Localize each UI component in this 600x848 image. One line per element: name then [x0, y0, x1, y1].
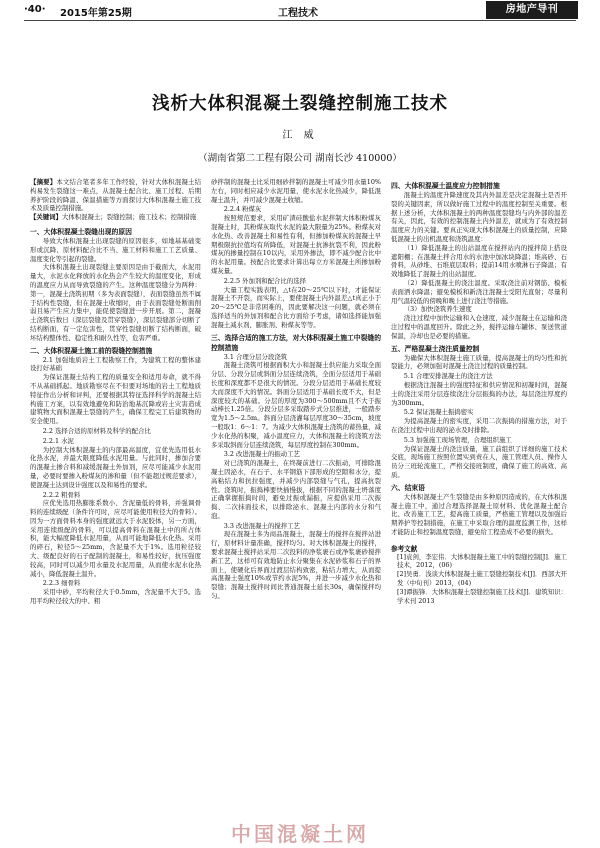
paragraph: 大体积混凝土产生裂缝是由多种原因造成的，在大体积混凝土施工中，通过合理选择混凝土原材料、优化混凝土配合比、改善施工工艺，提高施工质量，严格施工管理以及加强后期养护等控制措施，在施工中采取合理的温度监测工作，这样才能防止和控制温度裂缝，避免给工程造成不必要的损失。 [391, 492, 567, 536]
paragraph: 砂拌制的混凝土比采用细砂拌制的混凝土可减少用水量10%左右，同时相应减少水泥用量，使水泥水化热减少，降低混凝土温升，并可减少混凝土收缩。 [211, 178, 381, 204]
keywords [30, 213, 201, 222]
text-column-2 [211, 178, 381, 618]
paragraph: 大体积混凝土出现裂缝主要原因是由于截面大，水泥用量大，水泥水化释放的水化热会产生较大的温度变化，形成的温度应力从而导致裂缝的产生。这种温度裂缝分为两种：第一，混凝土浇筑初期（多为表面裂缝），表面裂缝虽然不属于结构性裂缝，但在混凝土收缩时，由于表面裂缝处断面削弱且易产生应力集中，能促使裂缝进一步开展。第二，混凝土浇筑后数日（深层裂缝及贯穿裂缝），深层裂缝部分切断了结构断面，有一定危害性，贯穿性裂缝切断了结构断面，破坏结构整体性、稳定性和耐久性等，危害严重。 [30, 263, 201, 342]
subsection-heading: 2.2.3 细骨料 [42, 579, 81, 588]
abstract-text: 本文结合笔者多年工作经验，针对大体积混凝土结构易发生裂缝这一难点，从混凝土配合比、施工过程、后期养护阶段的降温、保温措施等方面探讨大体积混凝土施工技术及质量控制措施。 [30, 178, 201, 213]
page-header [0, 0, 600, 22]
header-rule [24, 20, 576, 21]
paragraph: 为提高混凝土的密实度，采用二次振捣的措施方法，对于在浇注过程中出现的泌水及时排除。 [391, 417, 567, 434]
paragraph: 应优先选用热膨胀系数小、含泥量低的骨料，并强调骨料的连续级配（条件许可时，应尽可能使用粒径大的骨料）。因为一方面骨料本身的强度就远大于水泥胶体，另一方面，采用连续级配的骨料，可以提高骨料在混凝土中的所占体积，能大幅度降低水泥用量，从而可能地降低水化热。采用的碎石，粒径5～25mm，含泥量不大于1%。选用粒径较大、级配良好的石子配制的混凝土，和易性较好，抗压强度较高，同时可以减少用水量及水泥用量，从而使水泥水化热减小，降低混凝土温升。 [30, 499, 201, 578]
references-heading: 参考文献 [391, 544, 418, 553]
paragraph: 按照规范要求，采用矿渣硅酸盐水泥拌制大体积粉煤灰混凝土时，其粉煤灰取代水泥的最大限量为25%。粉煤灰对水化热、改善混凝土和易性有利，但掺加粉煤灰的混凝土早期极限抗拉值均有所降低，对混凝土抗渗抗裂不利，因此粉煤灰的掺量控制在10以内，采用外掺法，即不减少配合比中的水泥用量。按配合比要求计算出每立方米混凝土所掺加粉煤灰量。 [211, 214, 381, 275]
text-column-3 [391, 178, 567, 808]
subsection-heading: 3.3 改进混凝土的搅拌工艺 [223, 521, 300, 530]
page-number: ·40· [24, 4, 46, 15]
subsection-heading: 2.2.4 粉煤灰 [223, 205, 262, 214]
reference-item: [2]吴勇．浅谈大体积混凝土施工裂缝控制技术[J]．西部大开发（中旬刊）2013，(04) [397, 570, 567, 588]
subsection-heading: 3.1 合理分层分段浇筑 [223, 352, 288, 361]
subsection-heading: 5.2 保证混凝土振捣密实 [403, 408, 474, 417]
section-heading: 五、严格混凝土浇注质量控制 [391, 344, 480, 353]
article-author: 江 威 [282, 130, 318, 141]
journal-logo: 房地产导刊 [486, 1, 578, 19]
paragraph: （1）降低混凝土的出站温度在搅拌站内的搅拌筒上搭设遮阳棚；在混凝土拌合用水的水池中加冰块降温；堆高砂、石骨料，从砂堆、石堆底层取料；提前14用水喷淋石子降温；有效地降低了混凝土的出站温度。 [391, 243, 567, 279]
section-heading: 三、选择合适的施工方法，对大体积混凝土施工中裂缝的控制措施 [211, 333, 381, 352]
subsection-heading: 5.3 加强施工现场管理，合理组织施工 [403, 435, 512, 444]
subsection-heading: 2.2.5 外加剂和配合比的选择 [223, 276, 306, 285]
paragraph: 混凝土的温度升降速度及其内外温差是决定混凝土是否开裂的关键因素，所以做好施工过程中的温度控制至关重要。根据上述分析，大体积混凝土的两种温度裂缝均与内外部的温差有关，因此，有效的控制混凝土内外温差，就成为了有效控制温度应力的关键。要真正实现大体积混凝土的质量控制，应降低混凝土的出机温度和浇筑温度： [391, 191, 567, 243]
keywords-text: 大体积混凝土；裂缝控制；施工技术；控制措施 [61, 213, 197, 222]
paragraph: 采用中砂，平均粒径大于0.5mm，含泥量不大于5。选用平均粒径较大的中、粗 [30, 588, 201, 606]
paragraph: 导致大体积混凝土出现裂缝的原因很多，如地基基础变形或沉降、原材料配合比不当、施工材料和施工工艺质量、温度变化等引起的裂缝。 [30, 236, 201, 263]
paragraph: （2）降低混凝土的浇注温度。采取浇注前对钢筋、模板表面洒水降温；避免模板和新浇注混凝土受阳光直射；尽量利用气温较低的傍晚和晚上进行浇注等措施。 [391, 278, 567, 305]
paragraph: 浇注过程中加快运输和入仓速度，减少混凝土在运输和浇注过程中的温度回升。除此之外，搅拌运输车罐体、泵送管道保温，冷却也是必要的措施。 [391, 314, 567, 340]
paragraph: 为确保大体积混凝土施工质量，提高混凝土的均匀性和抗裂能力，必须加强对混凝土浇注过程的质量控制。 [391, 353, 567, 371]
paragraph: 根据浇注混凝土的强度特征和供应情况和初凝时间，混凝土的浇注采用分层连续浇注分层振捣的办法，每层浇注厚度约为300mm。 [391, 380, 567, 407]
subsection-heading: 3.2 改进混凝土的振动工艺 [223, 450, 300, 459]
text-column-1 [30, 178, 201, 748]
section-heading: 四、大体积混凝土温度应力控制措施 [391, 182, 500, 190]
subsection-heading: 5.1 合理安排混凝土的浇注方法 [403, 372, 493, 381]
section-heading: 六、结束语 [391, 483, 425, 492]
article-affiliation: （湖南省第二工程有限公司 湖南长沙 410000） [198, 153, 402, 164]
abstract [30, 178, 201, 213]
abstract-label: 【摘要】 [30, 178, 57, 186]
watermark: 中国混凝土网 [231, 822, 369, 846]
paragraph: 为保证混凝土的浇注质量，施工前组织了详细的施工技术交底，现场施工按照位置实到责在人，施工管理人员、操作人员分三班轮流施工，严格交接班制度，确保了施工的高效、高质。 [391, 444, 567, 479]
issue-label: 2015年第25期 [60, 8, 132, 19]
reference-item: [1]袁剑，李宏伟．大体积混凝土施工中的裂缝控制[J]．施工技术，2012，(06) [397, 552, 567, 570]
article-title: 浅析大体积混凝土裂缝控制施工技术 [152, 94, 448, 114]
subsection-heading: 2.2.1 水泥 [42, 436, 74, 445]
section-heading: 二、大体积混凝土施工前的裂缝控制措施 [30, 346, 153, 355]
subsection-heading: 2.2.2 粗骨料 [42, 490, 81, 499]
keywords-label: 【关键词】 [30, 213, 62, 222]
subsection-heading: 2.2 选择合适的原材料及科学的配合比 [42, 426, 151, 435]
paragraph: 为控制大体积混凝土的内部最高温度，宜优先选用低水化热水泥，并最大限度降低水泥用量。与此同时，掺加合要的混凝土掺合料和减缓混凝土外加剂，应尽可能减少水泥用量，必要时要掺入粉煤灰的渗和量（但不能超过规范要求），使混凝土达到设计强度以及和易性的要求。 [30, 445, 201, 489]
paragraph: 现在混凝土多为商品混凝土，混凝土的搅拌在搅拌站进行，原材料计量准确，搅拌均匀。对大体积混凝土的搅拌，要求混凝土搅拌站采用二次投料的净浆裹石或净浆裹砂搅拌新工艺，这样可有效地防止水分聚集在水泥砂浆和石子的界面上，使硬化后界面过渡层结构致密，粘结力增大，从而提高混凝土强度10%或节约水泥5%，并进一步减少水化热和裂缝；混凝土搅拌时间比普通混凝土延长30s，确保搅拌均匀。 [211, 530, 381, 601]
paragraph: 大量工程实践表明，△t在20～25℃以下时，才能保证混凝土不开裂，而实际上，要使混凝土内外温差△t真正小于20～25℃是非常困难的，因此要解决这一问题，就必须在选择适当的外加剂和配合比方面给予考虑，诸如选择能加强混凝土减水剂、膨胀剂、粉煤灰等等。 [211, 285, 381, 329]
column-label: 工程技术 [278, 8, 318, 19]
reference-item: [3]谭振锋．大体积混凝土裂缝控制施工技术[J]．建筑知识：学术刊 2013 [397, 587, 567, 605]
section-heading: 一、大体积混凝土裂缝出现的原因 [30, 227, 132, 236]
paragraph: 混凝土浇筑可根据面积大小和混凝土供应能力采取全面分层、分段分层或斜面分层连续浇筑，全面分层适用于基础长度和深度都不是很大的情况。分段分层适用于基础长度较大而深度不大的情况。斜面分层适用于基础长度不大，但是深度较大的基础。分层的厚度为300～500mm且不大于振动棒长1.25倍。分段分层多采取踏步式分层推进，一般踏步宽为1.5～2.5m。斜面分层浇灌每层厚度30～35cm，坡度一般取1：6～1：7。为减少大体积混凝土浇筑的蓄热量，减少水化热的积聚，减小温度应力，大体积混凝土的浇筑方法多采取斜面分层连续浇筑，每层厚度控制在300mm。 [211, 361, 381, 449]
paragraph: 对已浇筑的混凝土，在终凝前进行二次振动，可排除混凝土因泌水，在石子、水平钢筋下部形成的空隙和水分，提高粘结力和抗拉强度，并减少内部裂缝与气孔，提高抗裂性。浇筑时，振捣棒要快插慢拔，根据不同的混凝土坍落度正确掌握振捣时间，避免过振或漏振，应提倡采用二次振捣、二次抹面技术，以排除泌水、混凝土内部的水分和气泡。 [211, 459, 381, 520]
paragraph: 为保证混凝土结构工程的质量安全和适用寿命，就不得不从基础抓起。地质勘察尽在不但要对场地的岩土工程地质特征作出分析和评判，还要根据其特征选择科学的混凝土结构施工方案，以有效地避免和防治地基沉降或岩土灾害造成建筑物大面积混凝土裂缝的产生，确保工程完工后建筑物的安全使用。 [30, 373, 201, 426]
paragraph: （3）加快浇筑养生速度 [403, 305, 472, 314]
subsection-heading: 2.1 加强地质岩土工程勘察工作，为建筑工程的整体建设打好基础 [30, 355, 201, 373]
